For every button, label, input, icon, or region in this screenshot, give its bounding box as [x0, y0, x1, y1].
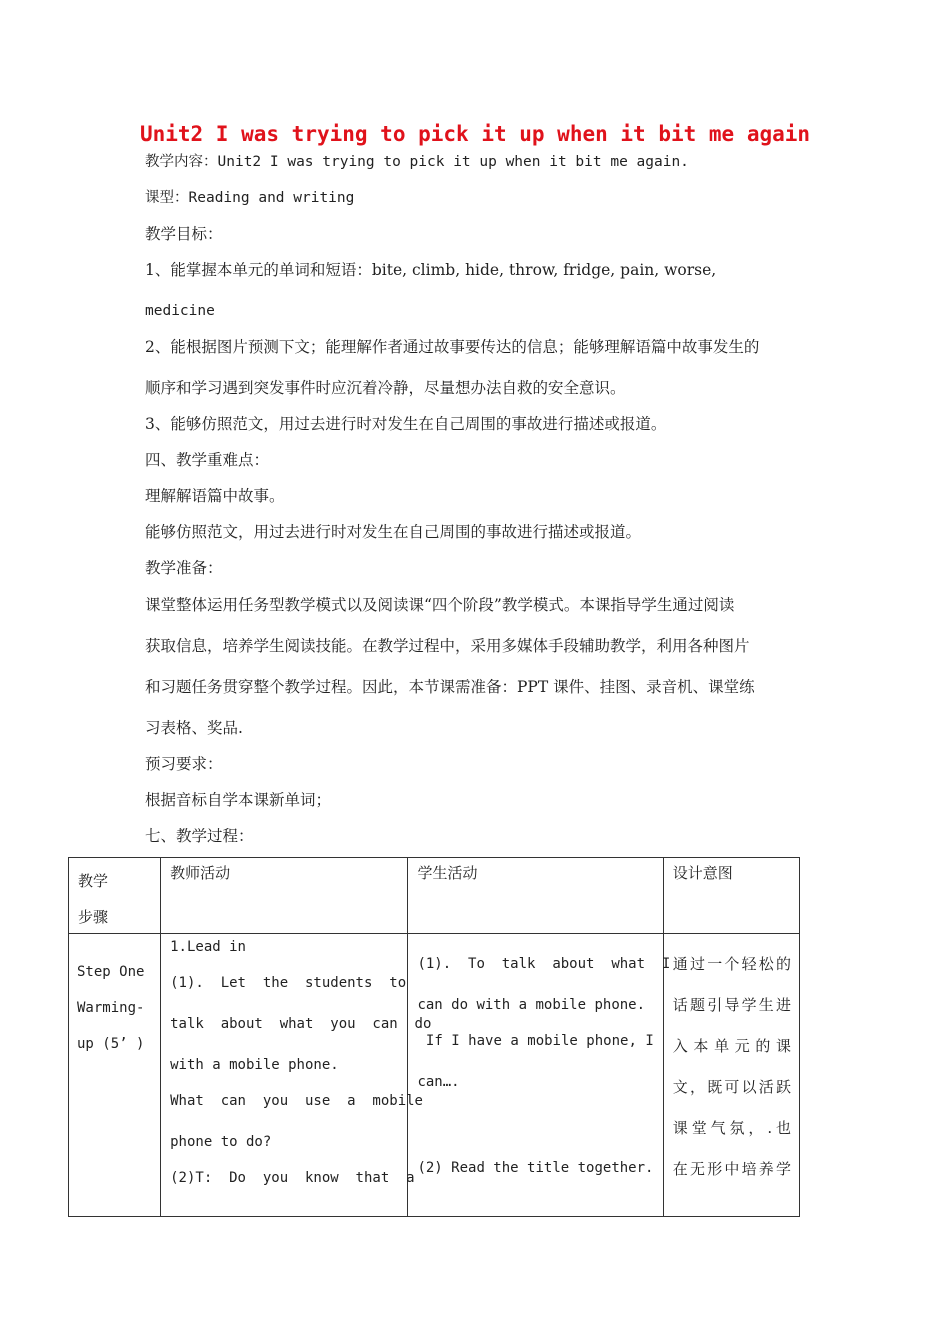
row1-student [408, 934, 671, 1217]
prep-line-3: 和习题任务贯穿整个教学过程。因此，本节课需准备：PPT 课件、挂图、录音机、课堂练 [145, 678, 755, 696]
header-design-label: 设计意图 [672, 864, 733, 882]
student-line-1: (1). To talk about what I [417, 956, 671, 972]
header-student [408, 858, 663, 934]
row1-teacher [161, 934, 432, 1217]
row1-step-line-2: Warming- [77, 1000, 145, 1016]
prep-line-2: 获取信息，培养学生阅读技能。在教学过程中，采用多媒体手段辅助教学，利用各种图片 [145, 637, 750, 655]
design-line-3: 入本单元的课 [672, 1037, 791, 1055]
preview-text: 根据音标自学本课新单词； [145, 791, 332, 809]
header-student-label: 学生活动 [417, 864, 478, 882]
key-point-1: 理解解语篇中故事。 [145, 487, 285, 505]
header-teacher [161, 858, 408, 934]
design-line-4: 文，既可以活跃 [672, 1078, 791, 1096]
lesson-type: 课型：Reading and writing [145, 190, 355, 206]
design-line-2: 话题引导学生进 [672, 996, 791, 1014]
process-heading: 七、教学过程： [145, 827, 254, 845]
goal-1-line-b: medicine [145, 303, 215, 319]
design-line-1: 通过一个轻松的 [672, 955, 791, 973]
content-line: 教学内容：Unit2 I was trying to pick it up when it bit me again. [145, 154, 689, 170]
teacher-line-4: with a mobile phone. [170, 1057, 339, 1073]
student-line-4: can…. [417, 1074, 460, 1090]
table-header-row [69, 858, 800, 934]
goal-2-line-b: 顺序和学习遇到突发事件时应沉着冷静，尽量想办法自救的安全意识。 [145, 379, 626, 397]
goals-heading: 教学目标： [145, 225, 223, 243]
key-points-heading: 四、教学重难点： [145, 451, 270, 469]
header-step-line-1: 教学 [78, 872, 109, 890]
student-line-3: If I have a mobile phone, I [417, 1033, 654, 1049]
table-row [69, 934, 800, 1217]
preview-heading: 预习要求： [145, 755, 223, 773]
row1-step [69, 934, 161, 1217]
row1-step-line-3: up (5’ ) [77, 1036, 145, 1052]
prep-line-1: 课堂整体运用任务型教学模式以及阅读课“四个阶段”教学模式。本课指导学生通过阅读 [145, 596, 735, 614]
prep-line-4: 习表格、奖品. [145, 719, 243, 737]
process-table [68, 857, 800, 1217]
document-title: Unit2 I was trying to pick it up when it bit me again [139, 122, 811, 146]
teacher-line-6: phone to do? [170, 1134, 272, 1150]
goal-3: 3、能够仿照范文，用过去进行时对发生在自己周围的事故进行描述或报道。 [145, 415, 667, 433]
design-line-6: 在无形中培养学 [672, 1160, 791, 1178]
teacher-line-1: 1.Lead in [170, 939, 246, 955]
prep-heading: 教学准备： [145, 559, 223, 577]
teacher-line-3: talk about what you can do [170, 1016, 432, 1032]
row1-step-line-1: Step One [77, 964, 145, 980]
header-step-line-2: 步骤 [78, 908, 109, 926]
design-line-5: 课堂气氛，.也 [672, 1119, 791, 1137]
teacher-line-5: What can you use a mobile [170, 1093, 423, 1109]
header-design [663, 858, 799, 934]
key-point-2: 能够仿照范文，用过去进行时对发生在自己周围的事故进行描述或报道。 [145, 523, 642, 541]
student-line-5: (2) Read the title together. [417, 1160, 654, 1176]
goal-2-line-a: 2、能根据图片预测下文；能理解作者通过故事要传达的信息；能够理解语篇中故事发生的 [145, 338, 760, 356]
teacher-line-2: (1). Let the students to [170, 975, 407, 991]
header-teacher-label: 教师活动 [170, 864, 231, 882]
teacher-line-7: (2)T: Do you know that a [170, 1170, 415, 1186]
goal-1-line-a: 1、能掌握本单元的单词和短语：bite, climb, hide, throw, fridge, pain, worse, [145, 261, 717, 279]
student-line-2: can do with a mobile phone. [417, 997, 646, 1013]
header-step [69, 858, 161, 934]
row1-design [663, 934, 799, 1217]
